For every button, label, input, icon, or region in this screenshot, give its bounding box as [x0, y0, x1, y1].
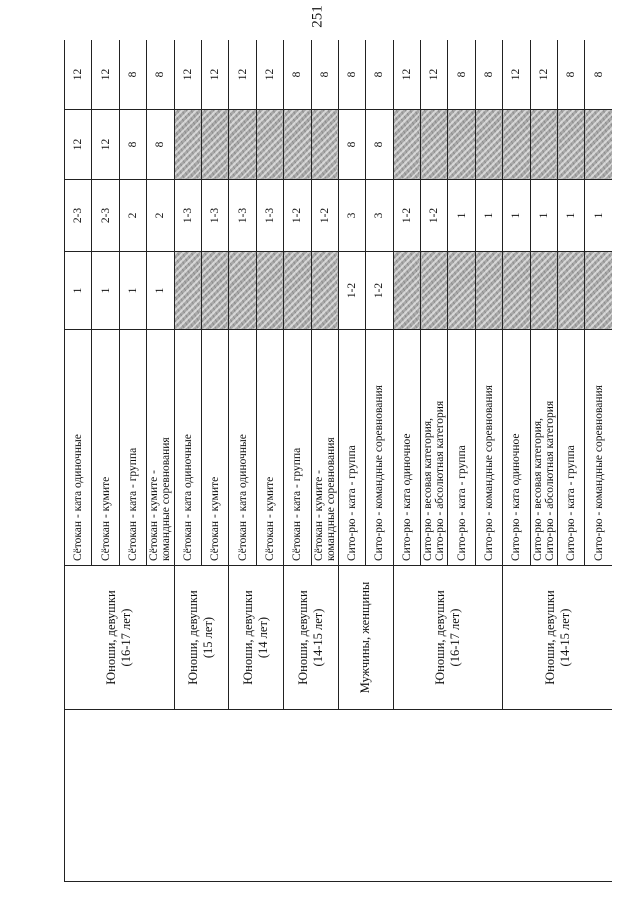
value-cell — [530, 252, 557, 330]
value-cell — [311, 252, 338, 330]
discipline-cell: Сито-рю - командные соревнования — [585, 330, 612, 566]
value-cell: 12 — [229, 40, 256, 110]
value-cell — [174, 110, 201, 180]
value-cell: 1 — [585, 180, 612, 252]
value-cell: 1 — [92, 252, 119, 330]
discipline-cell: Сётокан - кумите - командные соревнования — [311, 330, 338, 566]
value-cell — [311, 110, 338, 180]
value-cell: 12 — [174, 40, 201, 110]
discipline-cell: Сётокан - ката одиночные — [174, 330, 201, 566]
discipline-cell: Сито-рю - командные соревнования — [366, 330, 393, 566]
value-cell: 12 — [256, 40, 283, 110]
value-cell: 3 — [366, 180, 393, 252]
value-cell — [503, 110, 530, 180]
value-cell — [503, 252, 530, 330]
value-cell: 8 — [338, 40, 365, 110]
value-cell: 2 — [119, 180, 146, 252]
value-cell — [558, 110, 585, 180]
value-cell: 1 — [475, 180, 502, 252]
value-cell: 1 — [65, 252, 92, 330]
value-cell: 8 — [119, 40, 146, 110]
value-cell: 1 — [530, 180, 557, 252]
discipline-cell: Сётокан - ката - группа — [119, 330, 146, 566]
value-cell: 1-2 — [366, 252, 393, 330]
value-cell: 8 — [338, 110, 365, 180]
value-cell: 8 — [311, 40, 338, 110]
value-cell: 1 — [147, 252, 174, 330]
value-cell: 8 — [147, 40, 174, 110]
value-cell: 8 — [119, 110, 146, 180]
discipline-cell: Сётокан - ката одиночные — [65, 330, 92, 566]
discipline-cell: Сито-рю - ката - группа — [448, 330, 475, 566]
discipline-cell: Сито-рю - ката одиночное — [393, 330, 420, 566]
value-cell — [475, 252, 502, 330]
table-body — [65, 40, 613, 882]
value-cell: 1 — [558, 180, 585, 252]
value-cell: 1-3 — [256, 180, 283, 252]
value-cell — [256, 252, 283, 330]
rotated-table-wrapper — [64, 40, 612, 882]
value-cell: 1-2 — [421, 180, 448, 252]
discipline-cell: Сито-рю - весовая категория, Сито-рю - абсолютная категория — [421, 330, 448, 566]
value-cell: 2-3 — [92, 180, 119, 252]
age-group-cell: Юноши, девушки (15 лет) — [174, 566, 229, 710]
value-cell — [448, 110, 475, 180]
value-cell: 12 — [201, 40, 228, 110]
value-cell — [393, 252, 420, 330]
value-cell: 8 — [558, 40, 585, 110]
value-cell: 8 — [475, 40, 502, 110]
discipline-cell: Сётокан - ката - группа — [284, 330, 311, 566]
value-cell: 2 — [147, 180, 174, 252]
page-number: 251 — [309, 5, 326, 28]
value-cell — [174, 252, 201, 330]
value-cell: 8 — [366, 110, 393, 180]
discipline-cell: Сётокан - кумите - командные соревнования — [147, 330, 174, 566]
blank-cell — [65, 710, 613, 882]
document-sheet — [64, 40, 612, 882]
value-cell — [229, 252, 256, 330]
value-cell — [585, 252, 612, 330]
value-cell — [256, 110, 283, 180]
discipline-cell: Сито-рю - командные соревнования — [475, 330, 502, 566]
value-cell: 1-3 — [174, 180, 201, 252]
value-cell: 1 — [503, 180, 530, 252]
value-cell — [393, 110, 420, 180]
value-cell: 12 — [421, 40, 448, 110]
value-cell: 8 — [284, 40, 311, 110]
value-cell: 1-2 — [393, 180, 420, 252]
value-cell — [284, 252, 311, 330]
age-group-cell: Юноши, девушки (16-17 лет) — [65, 566, 175, 710]
table-row — [65, 40, 92, 882]
value-cell — [421, 110, 448, 180]
value-cell: 12 — [530, 40, 557, 110]
value-cell: 1-2 — [311, 180, 338, 252]
value-cell — [284, 110, 311, 180]
value-cell — [585, 110, 612, 180]
value-cell: 12 — [393, 40, 420, 110]
value-cell — [448, 252, 475, 330]
competition-table — [64, 40, 612, 882]
value-cell: 8 — [448, 40, 475, 110]
value-cell — [201, 110, 228, 180]
value-cell: 3 — [338, 180, 365, 252]
value-cell: 1-3 — [201, 180, 228, 252]
value-cell — [421, 252, 448, 330]
value-cell: 1 — [448, 180, 475, 252]
value-cell: 12 — [65, 40, 92, 110]
age-group-cell: Юноши, девушки (14-15 лет) — [284, 566, 339, 710]
discipline-cell: Сётокан - кумите — [92, 330, 119, 566]
value-cell — [558, 252, 585, 330]
discipline-cell: Сётокан - кумите — [201, 330, 228, 566]
value-cell — [229, 110, 256, 180]
value-cell: 8 — [147, 110, 174, 180]
age-group-cell: Юноши, девушки (16-17 лет) — [393, 566, 503, 710]
discipline-cell: Сито-рю - ката - группа — [558, 330, 585, 566]
value-cell: 1-2 — [338, 252, 365, 330]
discipline-cell: Сётокан - ката одиночные — [229, 330, 256, 566]
value-cell: 12 — [92, 40, 119, 110]
value-cell: 2-3 — [65, 180, 92, 252]
value-cell: 12 — [65, 110, 92, 180]
value-cell: 8 — [585, 40, 612, 110]
age-group-cell: Юноши, девушки (14-15 лет) — [503, 566, 612, 710]
value-cell: 1 — [119, 252, 146, 330]
age-group-cell: Мужчины, женщины — [338, 566, 393, 710]
value-cell — [530, 110, 557, 180]
age-group-cell: Юноши, девушки (14 лет) — [229, 566, 284, 710]
discipline-cell: Сито-рю - ката - группа — [338, 330, 365, 566]
value-cell: 12 — [503, 40, 530, 110]
value-cell: 8 — [366, 40, 393, 110]
discipline-cell: Сито-рю - ката одиночное — [503, 330, 530, 566]
discipline-cell: Сито-рю - весовая категория, Сито-рю - абсолютная категория — [530, 330, 557, 566]
value-cell — [475, 110, 502, 180]
value-cell — [201, 252, 228, 330]
value-cell: 12 — [92, 110, 119, 180]
discipline-cell: Сётокан - кумите — [256, 330, 283, 566]
value-cell: 1-3 — [229, 180, 256, 252]
value-cell: 1-2 — [284, 180, 311, 252]
